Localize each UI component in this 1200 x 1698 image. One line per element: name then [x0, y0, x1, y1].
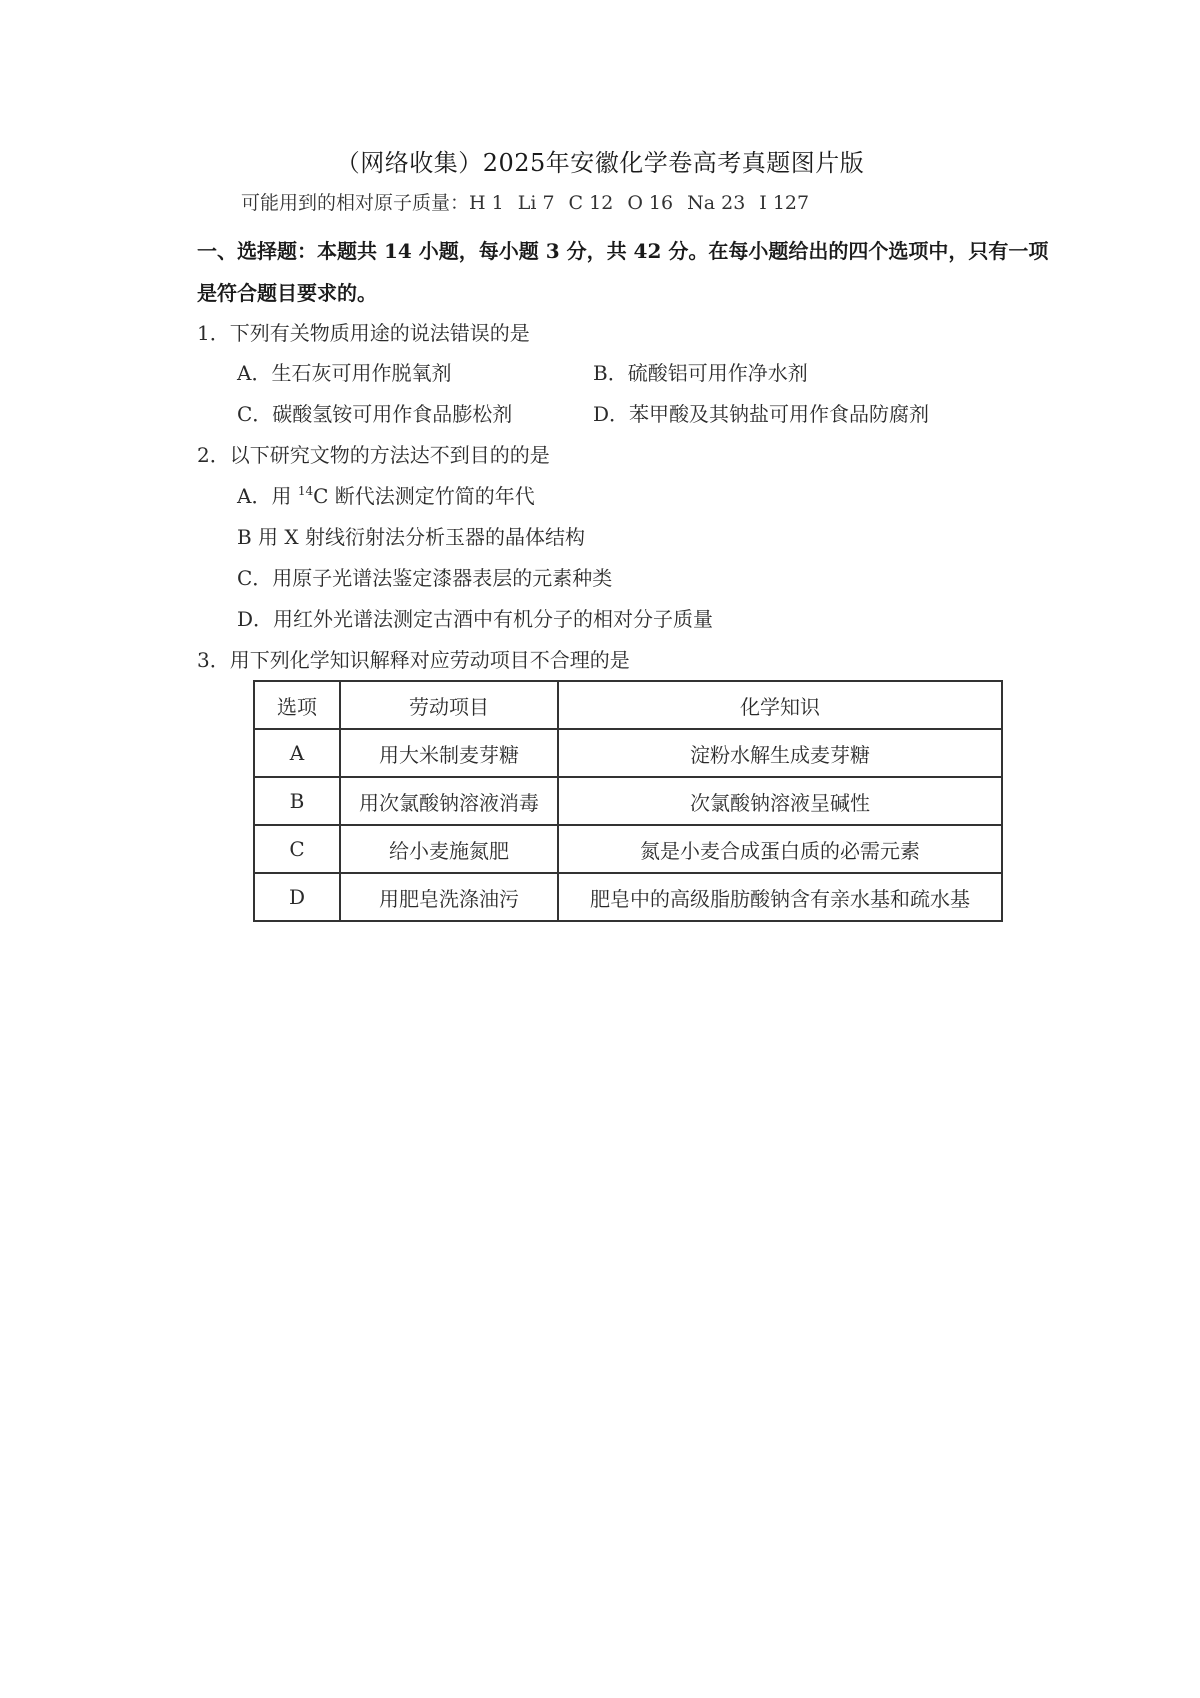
table-row — [254, 777, 1002, 825]
question-2-option-c: C．用原子光谱法鉴定漆器表层的元素种类 — [237, 566, 613, 590]
page-title: （网络收集）2025年安徽化学卷高考真题图片版 — [335, 149, 865, 177]
question-1-option-d: D．苯甲酸及其钠盐可用作食品防腐剂 — [593, 402, 930, 426]
atomic-masses-label: 可能用到的相对原子质量： — [241, 192, 470, 214]
question-2-option-d: D．用红外光谱法测定古酒中有机分子的相对分子质量 — [237, 607, 714, 631]
atomic-mass-item: Na 23 — [687, 192, 746, 214]
table-row — [254, 825, 1002, 873]
table-cell-knowledge: 次氯酸钠溶液呈碱性 — [558, 777, 1002, 825]
question-1-option-a: A．生石灰可用作脱氧剂 — [237, 361, 452, 385]
atomic-mass-item: O 16 — [627, 192, 674, 214]
table-header-row — [254, 681, 1002, 729]
question-2-option-b: B 用 X 射线衍射法分析玉器的晶体结构 — [237, 525, 586, 549]
question-2-option-a-text: C 断代法测定竹简的年代 — [313, 484, 535, 508]
question-1-option-b: B．硫酸铝可用作净水剂 — [593, 361, 808, 385]
table-header-cell: 化学知识 — [558, 681, 1002, 729]
table-header-cell: 劳动项目 — [340, 681, 558, 729]
question-1-stem: 1．下列有关物质用途的说法错误的是 — [197, 321, 530, 345]
table-cell-option: A — [254, 729, 340, 777]
atomic-mass-item: I 127 — [759, 192, 810, 214]
table-cell-knowledge: 淀粉水解生成麦芽糖 — [558, 729, 1002, 777]
isotope-superscript: 14 — [297, 484, 314, 498]
table-cell-labor: 用次氯酸钠溶液消毒 — [340, 777, 558, 825]
table-cell-option: B — [254, 777, 340, 825]
table-cell-labor: 给小麦施氮肥 — [340, 825, 558, 873]
question-1-option-c: C．碳酸氢铵可用作食品膨松剂 — [237, 402, 513, 426]
section-heading: 一、选择题：本题共 14 小题，每小题 3 分，共 42 分。在每小题给出的四个选项中，只有一项是符合题目要求的。 — [197, 239, 1049, 305]
table-cell-knowledge: 氮是小麦合成蛋白质的必需元素 — [558, 825, 1002, 873]
question-2-stem: 2．以下研究文物的方法达不到目的的是 — [197, 443, 550, 467]
question-3-stem: 3．用下列化学知识解释对应劳动项目不合理的是 — [197, 648, 630, 672]
question-2-option-a-prefix: A．用 — [237, 484, 298, 508]
table-row — [254, 873, 1002, 921]
atomic-masses-line — [241, 188, 809, 215]
table-cell-option: C — [254, 825, 340, 873]
table-cell-labor: 用肥皂洗涤油污 — [340, 873, 558, 921]
atomic-mass-item: C 12 — [568, 192, 614, 214]
table-cell-option: D — [254, 873, 340, 921]
atomic-mass-item: Li 7 — [517, 192, 555, 214]
question-2-option-a — [237, 480, 535, 509]
table-header-cell: 选项 — [254, 681, 340, 729]
table-cell-knowledge: 肥皂中的高级脂肪酸钠含有亲水基和疏水基 — [558, 873, 1002, 921]
question-3-table — [253, 680, 1003, 922]
atomic-mass-item: H 1 — [469, 192, 504, 214]
table-cell-labor: 用大米制麦芽糖 — [340, 729, 558, 777]
table-row — [254, 729, 1002, 777]
